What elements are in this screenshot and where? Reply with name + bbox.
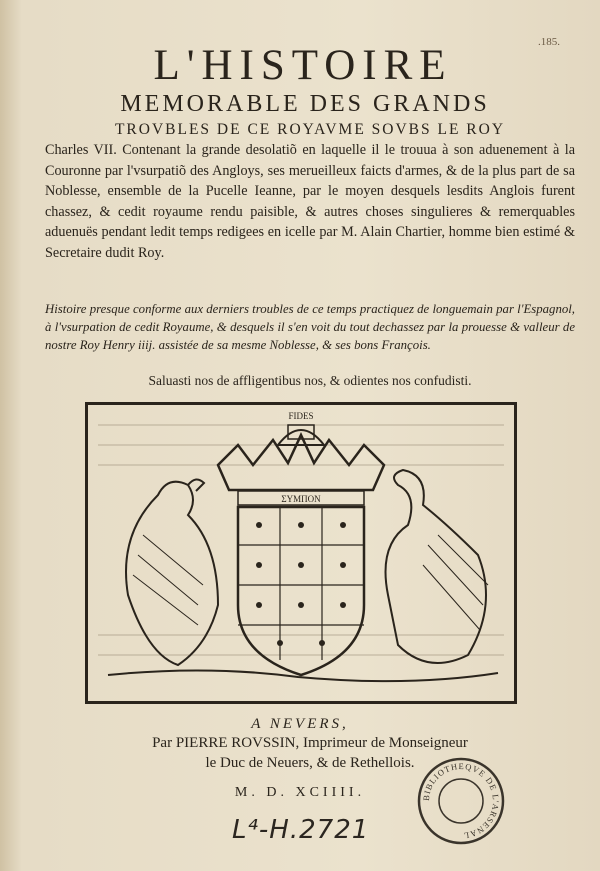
imprint-place: A NEVERS, <box>251 716 349 732</box>
title-line-2: MEMORABLE DES GRANDS <box>120 91 490 117</box>
description-text: Charles VII. Contenant la grande desolatiõ en laquelle il le trouua à son aduenement à la Couronne par l'vsurpatiõ des Angloys, ses merueilleux faicts d'armes, & de la plus part de sa Noblesse, ensemble de la Pucelle Ieanne, par le moyen desquels lesdits Anglois furent chassez, & cedit royaume rendu paisible, & autres choses singulieres & remerquables aduenuës pendant ledit temps redigees en icelle par M. Alain Chartier, homme bien estimé & Secretaire dudit Roy. <box>45 142 575 261</box>
svg-text:BIBLIOTHEQVE DE L'ARSENAL <box>421 761 501 841</box>
publication-date: M. D. XCIIII. <box>234 785 366 800</box>
title-line-3: TROVBLES DE CE ROYAVME SOVBS LE ROY <box>114 121 506 138</box>
scroll-text: ΣΥΜΠΟΝ <box>281 494 321 504</box>
corner-note: .185. <box>538 36 560 48</box>
latin-motto: Saluasti nos de affligentibus nos, & odientes nos confudisti. <box>148 373 472 388</box>
heraldic-woodcut-image <box>88 405 514 701</box>
imprint-printer: Par PIERRE ROVSSIN, Imprimeur de Monseigneur <box>152 735 468 751</box>
italic-subtitle: Histoire presque conforme aux derniers troubles de ce temps practiquez de longuemain par l'Espagnol, à l'vsurpation de cedit Royaume, & desquels il s'en voit du tout dechassez par la prouesse & valleur de nostre Roy Henry iiij. assistée de sa mesme Noblesse, & ses bons François. <box>45 302 575 352</box>
title-line-1: L'HISTOIRE <box>153 42 453 89</box>
stamp-text: BIBLIOTHEQVE DE L'ARSENAL <box>420 760 502 842</box>
library-stamp-image <box>415 755 507 847</box>
shelfmark-handwritten: L⁴-H.2721 <box>232 815 370 845</box>
fides-banner-text: FIDES <box>288 411 314 421</box>
imprint-duke: le Duc de Neuers, & de Rethellois. <box>205 755 415 771</box>
woodcut-illustration <box>85 402 517 704</box>
